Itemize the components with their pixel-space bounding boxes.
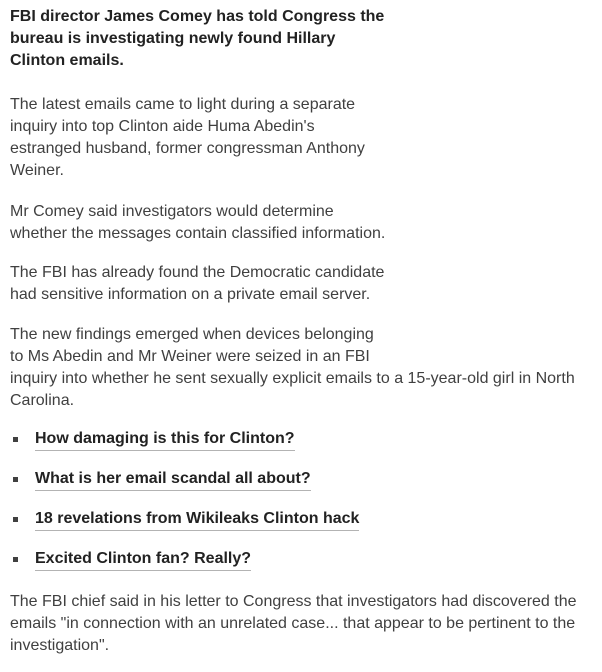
article-closing-paragraph: The FBI chief said in his letter to Congress that investigators had discovered the emails "in connection with an unrelated case... that appear to be pertinent to the investigation". bbox=[10, 593, 577, 654]
article-paragraph: The FBI has already found the Democratic candidate had sensitive information on a private email server. bbox=[10, 264, 385, 303]
bullet-icon bbox=[13, 517, 18, 522]
related-link[interactable]: What is her email scandal all about? bbox=[35, 469, 311, 491]
related-link-item bbox=[10, 548, 359, 588]
related-link-item bbox=[10, 508, 359, 548]
related-links-list bbox=[10, 428, 359, 588]
bullet-icon bbox=[13, 557, 18, 562]
related-link-item bbox=[10, 468, 359, 508]
article-intro: FBI director James Comey has told Congress the bureau is investigating newly found Hillary Clinton emails. bbox=[10, 8, 385, 69]
related-link-item bbox=[10, 428, 359, 468]
bullet-icon bbox=[13, 477, 18, 482]
related-link[interactable]: Excited Clinton fan? Really? bbox=[35, 549, 251, 571]
bullet-icon bbox=[13, 437, 18, 442]
article-paragraph: The new findings emerged when devices belonging to Ms Abedin and Mr Weiner were seized in an FBI inquiry into whether he sent sexually explicit emails to a 15-year-old girl in North Carolina. bbox=[10, 326, 575, 409]
article-paragraph: The latest emails came to light during a separate inquiry into top Clinton aide Huma Abedin's estranged husband, former congressman Anthony Weiner. bbox=[10, 96, 365, 179]
related-link[interactable]: 18 revelations from Wikileaks Clinton hack bbox=[35, 509, 359, 531]
related-link[interactable]: How damaging is this for Clinton? bbox=[35, 429, 295, 451]
article-paragraph: Mr Comey said investigators would determine whether the messages contain classified information. bbox=[10, 203, 386, 242]
